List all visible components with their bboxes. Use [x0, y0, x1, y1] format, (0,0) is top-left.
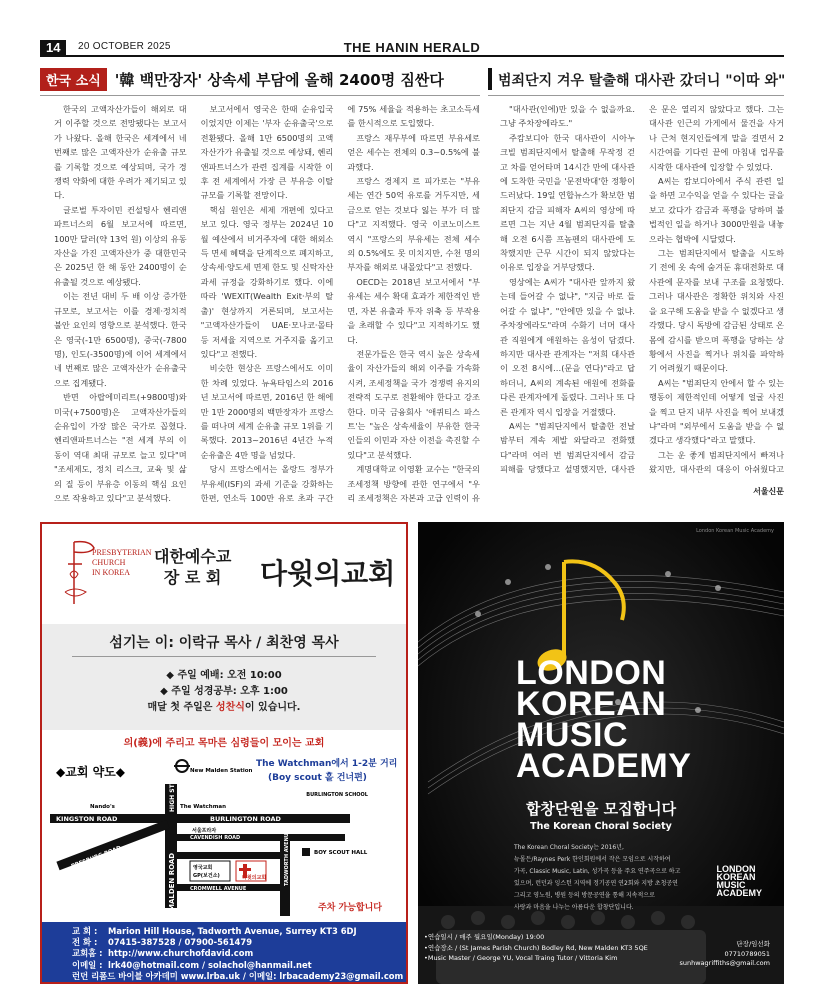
divider: [488, 95, 784, 96]
paragraph: 주캄보디아 한국 대사관이 시아누크빌 범죄단지에서 탈출해 무작정 걷고 차를 얻어타며 14시간 만에 대사관에 도착한 국민을 '문전박대'한 정황이 드러났다. 19일 연합뉴스가 확보한 범죄단지 감금 피해자 A씨의 영상에 따르면 그는 지난 4월 범죄단지를 탈출해 오전 6시쯤 프놈펜의 대사관에 도착했지만 근무 시간이 되지 않았다는 이유로 입장을 거부당했다.: [500, 132, 635, 273]
paragraph: 전문가들은 한국 역시 높은 상속세율이 자산가들의 해외 이주를 가속화시켜, 조세정책을 국가 경쟁력 유지의 전략적 도구로 전환해야 한다고 강조한다. 미국 금융회사 '애퀴티스 파스트'는 "높은 상속세율이 부유한 한국인들의 이민과 자산 이전을 촉진할 수 있다"고 분석했다.: [347, 348, 480, 460]
choir-description: The Korean Choral Society는 2016년, 뉴몰든/Raynes Perk 한인회원에서 작은 모임으로 시작하여 가곡, Classic Music, Latin, 성가곡 등을 주요 연주곡으로 하고 있으며, 런던과 잉스턴 지역에 정기공연 연2회와 지방 초청공연 그리고 영노원, 병원 등의 방문공연을 통해 지속적으로 사랑과 마음을 나누는 아름다운 합창단입니다.: [514, 844, 681, 911]
map-malden-road: MALDEN ROAD: [168, 852, 176, 911]
paragraph: "대사관(인에)만 있을 수 없을까요. 그냥 주차장에라도.": [500, 104, 635, 129]
communion-note: 매달 첫 주일은 성찬식이 있습니다.: [147, 702, 301, 713]
academy-title: LONDON KOREAN MUSIC ACADEMY: [516, 654, 692, 785]
paragraph: 반면 아랍에미리트(+9800명)와 미국(+7500명)은 고액자산가들의 순유입이 가장 많은 국가로 꼽혔다. 헨리앤파트너스는 "전 세계 부의 이동이 역대 최대 규모로 늘고 있다"며 "조세제도, 정치 리스크, 교육 및 삶의 질 등이 부유층 이동의 핵심 요인으로 작용하고 있다"고 분석했다.: [54, 392, 187, 503]
map-station: New Malden Station: [190, 768, 253, 774]
map-direction-note: (Boy scout 홀 건너편): [268, 773, 367, 783]
map-nandos: Nando's: [90, 804, 115, 810]
map-watchman: The Watchman: [180, 804, 227, 810]
map-parking: 주차 가능합니다: [318, 903, 382, 913]
paragraph: OECD는 2018년 보고서에서 "부유세는 세수 확대 효과가 제한적인 반면, 자본 유출과 투자 위축 등 부작용을 초래할 수 있다"고 지적하기도 했다.: [347, 276, 480, 345]
page-number: 14: [40, 40, 66, 55]
divider: [72, 656, 376, 657]
contact-phone[interactable]: 전 화 : 07415-387528 / 07900-561479: [72, 937, 253, 948]
church-contact: [42, 922, 406, 982]
paragraph: 당시 프랑스에서는 올랑드 정부가 부유세(ISF)의 과세 기준을 강화하는 한편, 연소득 100만 유로 초과 구간에 75% 세율을 적용하는 초고소득세를 한시적으로 도입했다.: [200, 104, 480, 503]
paragraph: 이는 전년 대비 두 배 이상 증가한 규모로, 보고서는 이를 경제·정치적 불안 요인의 영향으로 분석했다. 한국은 영국(-1만 6500명), 중국(-7800명), 인도(-3500명)에 이어 세계에서 네 번째로 많은 고액자산가 순유출국으로 집계됐다.: [54, 291, 187, 388]
paragraph: 계명대학교 이영환 교수는 "한국의 조세정책 방향에 관한 연구에서 "우리 조세정책은 자본과 고급 인력이 유: [347, 464, 480, 503]
paragraph: 비슷한 현상은 프랑스에서도 이미 한 차례 있었다. 뉴욕타임스의 2016년 보고서에 따르면, 2016년 한 해에만 1만 2000명의 백만장자가 프랑스를 떠나며 세계 순유출 규모 1위를 기록했다. 2013~2016년 4년간 누적 순유출은 4만 명을 넘었다.: [200, 363, 334, 460]
paragraph: 그는 범죄단지에서 탈출을 시도하기 전에 옷 속에 숨겨둔 휴대전화로 대사관에 문자를 보내 구조를 요청했다. 그러나 대사관은 정확한 위치와 사진을 요구해 도움을 받을 수 없겠다고 생각했다. 당시 독방에 감금된 상태로 온몸에 감시를 받으며 폭행을 당하는 상황에서 사진을 찍거나 위치를 파악하기 어려웠기 때문이다.: [649, 248, 784, 374]
article2-byline: 서울신문: [753, 487, 784, 496]
article2-marker: [488, 68, 492, 90]
article2-body: [500, 102, 784, 486]
pastors: 섬기는 이: 이락규 목사 / 최찬영 목사: [109, 635, 339, 651]
paragraph: 글로벌 투자이민 컨설팅사 헨리앤파트너스의 6월 보고서에 따르면, 100만 달러(약 13억 원) 이상의 유동자산을 가진 고액자산가 중 대한민국은 2025년 한 해 동안 2400명이 순유출될 것으로 예상됐다.: [54, 204, 187, 287]
map-cavendish-road: CAVENDISH ROAD: [190, 835, 241, 841]
academy-logo: LONDON KOREAN MUSIC ACADEMY: [716, 864, 762, 898]
contact-email[interactable]: 이메일 : lrk40@hotmail.com / solachol@hanmail.net: [72, 959, 312, 970]
map-tadworth-avenue: TADWORTH AVENUE: [284, 829, 290, 886]
denomination: 대한예수교 장 로 회: [154, 547, 232, 587]
church-advertisement[interactable]: [40, 522, 408, 984]
map-church: 다윗의교회: [242, 875, 267, 881]
map-kingston-road: KINGSTON ROAD: [56, 815, 118, 823]
sunday-service: ◆ 주일 예배: 오전 10:00: [166, 670, 282, 681]
map-burlington-road: BURLINGTON ROAD: [210, 815, 281, 823]
academy-contact[interactable]: 단장/임선화 07710789051 sunhwagriffiths@gmail.com: [679, 940, 770, 967]
church-logo-text: PRESBYTERIAN CHURCH IN KOREA: [92, 548, 152, 577]
rehearsal-info: •연습일시 / 매주 월요일(Monday) 19:00 •연습장소 / (St James Parish Church) Bodley Rd, New Malden KT3 5QE •Music Master / George YU, Vocal Traing Tutor / Vittoria Kim: [424, 933, 648, 962]
issue-date: 20 OCTOBER 2025: [78, 41, 171, 52]
paragraph: 프랑스 경제지 르 피가로는 "부유세는 연간 50억 유로를 거두지만, 세금으로 얻는 것보다 잃는 부가 더 많다"고 지적했다. 영국 이코노미스트 역시 "프랑스의 부유세는 전체 세수의 0.5%에도 못 미치지만, 수천 명의 부자를 해외로 내몰았다"고 전했다.: [347, 176, 480, 273]
music-academy-advertisement[interactable]: [418, 522, 784, 984]
contact-address: 교 회 : Marion Hill House, Tadworth Avenue, Surrey KT3 6DJ: [72, 926, 357, 936]
paragraph: 한국의 고액자산가들이 해외로 대거 이주할 것으로 전망됐다는 보고서가 나왔다. 올해 한국은 세계에서 네 번째로 많은 고액자산가 순유출 규모를 기록할 것으로 예상되며, 국가 경쟁력 약화에 대한 우려가 제기되고 있다.: [54, 104, 187, 201]
map-shop1: 서울프라자: [192, 828, 217, 834]
paragraph: A씨는 "범죄단지에서 탈출한 전날 밤부터 계속 제발 와달라고 전화했다"라며 여러 번 범죄단지에서 감금 피해를 당했다고 설명했지만, 대사관은 문은 열리지 않았다고 했다. 그는 대사관 인근의 가게에서 물건을 사거나 근처 현지인들에게 말을 걸면서 2시간여를 기다린 끝에 마침내 업무를 시작한 대사관에 입장할 수 있었다.: [500, 104, 784, 475]
map-school: BURLINGTON SCHOOL: [306, 792, 368, 798]
church-motto: 의(義)에 주리고 목마른 심령들이 모이는 교회: [123, 738, 325, 749]
publication-title: THE HANIN HERALD: [343, 40, 481, 55]
church-map[interactable]: [50, 756, 398, 920]
service-info-panel: [42, 624, 406, 730]
paragraph: 핵심 원인은 세제 개편에 있다고 보고 있다. 영국 정부는 2024년 10월 예산에서 비거주자에 대한 해외소득 면세 혜택을 단계적으로 폐지하고, 상속세·양도세 면제 한도 및 신탁자산 과세 규정을 강화하기로 했다. 이에 따라 'WEXIT(Wealth Exit·부의 탈출)' 현상까지 거론되며, 보고서는 "고액자산가들이 UAE·모나코·몰타 등 저세율 지역으로 거주지를 옮기고 있다"고 전했다.: [200, 204, 334, 359]
map-presburg-road: PRESBURG ROAD: [70, 845, 123, 870]
map-direction: The Watchman에서 1-2분 거리: [256, 759, 398, 769]
recruit-heading: 합창단원을 모집합니다: [525, 800, 677, 818]
article1-header: [40, 68, 480, 90]
article1-body: [54, 102, 480, 510]
masthead: [40, 40, 784, 57]
section-tag: 한국 소식: [40, 68, 107, 91]
contact-academy[interactable]: 런던 리폼드 바이블 아카데미 www.lrba.uk / 이메일: lrbacademy23@gmail.com: [72, 970, 404, 981]
bible-study: ◆ 주일 성경공부: 오후 1:00: [160, 686, 288, 697]
map-cromwell-avenue: CROMWELL AVENUE: [190, 886, 247, 892]
paragraph: 그는 운 좋게 범죄단지에서 빠져나왔지만, 대사관의 대응이 아쉬웠다고: [649, 449, 784, 475]
article1-title[interactable]: '韓 백만장자' 상속세 부담에 올해 2400명 짐싼다: [114, 70, 444, 89]
church-name: 다윗의교회: [260, 557, 396, 590]
paragraph: A씨는 "범죄단지 안에서 할 수 있는 행동이 제한적인데 어떻게 얼굴 사진을 찍고 단지 내부 사진을 찍어 보내겠냐"라며 "외부에서 도움을 받을 수 없겠다고 생각했다"라고 말했다.: [649, 377, 784, 446]
map-boyscout: BOY SCOUT HALL: [314, 850, 368, 856]
paragraph: 보고서에서 영국은 한때 순유입국이었지만 이제는 '부자 순유출국'으로 전환됐다. 올해 1만 6500명의 고액자산가가 유출될 것으로 예상돼, 헨리앤파트너스가 관련 집계를 시작한 이후 전 세계에서 가장 큰 부유층 이탈 규모를 기록할 전망이다.: [200, 104, 334, 201]
map-high-street: HIGH STREET: [169, 767, 176, 812]
contact-website[interactable]: 교회홈 : http://www.churchofdavid.com: [72, 948, 254, 959]
divider: [40, 95, 480, 96]
map-shop3: GP(보건소): [193, 873, 220, 879]
paragraph: 영상에는 A씨가 "대사관 앞까지 왔는데 들어갈 수 없냐", "지금 바로 들어갈 수 없냐", "안에만 있을 수 없냐. 주차장에라도"라며 수화기 너머 대사관 직원에게 애원하는 음성이 담겼다. 하지만 대사관 관계자는 "저희 대사관이 오전 8시에…(문을 연다)"라고 답하더니, A씨의 계속된 애원에 전화를 다른 관계자에게 돌렸다. 그러나 또 다른 관계자 역시 입장을 거절했다.: [500, 276, 635, 417]
paragraph: 프랑스 재무부에 따르면 부유세로 얻은 세수는 전체의 0.3~0.5%에 불과했다.: [347, 132, 480, 172]
map-heading: ◆교회 약도◆: [56, 765, 126, 779]
article2-title[interactable]: 범죄단지 겨우 탈출해 대사관 갔더니 "이따 와": [498, 73, 786, 89]
music-top-credit: London Korean Music Academy: [696, 528, 774, 534]
map-shop2: 영국교회: [193, 865, 213, 871]
choral-society-name: The Korean Choral Society: [530, 821, 672, 832]
paragraph: A씨는 캄보디아에서 주식 관련 일을 하면 고수익을 얻을 수 있다는 글을 보고 갔다가 감금과 폭행을 당하며 불법적인 일을 하거나 3000만원을 내놓으라는 협박에 시달렸다.: [649, 176, 784, 244]
